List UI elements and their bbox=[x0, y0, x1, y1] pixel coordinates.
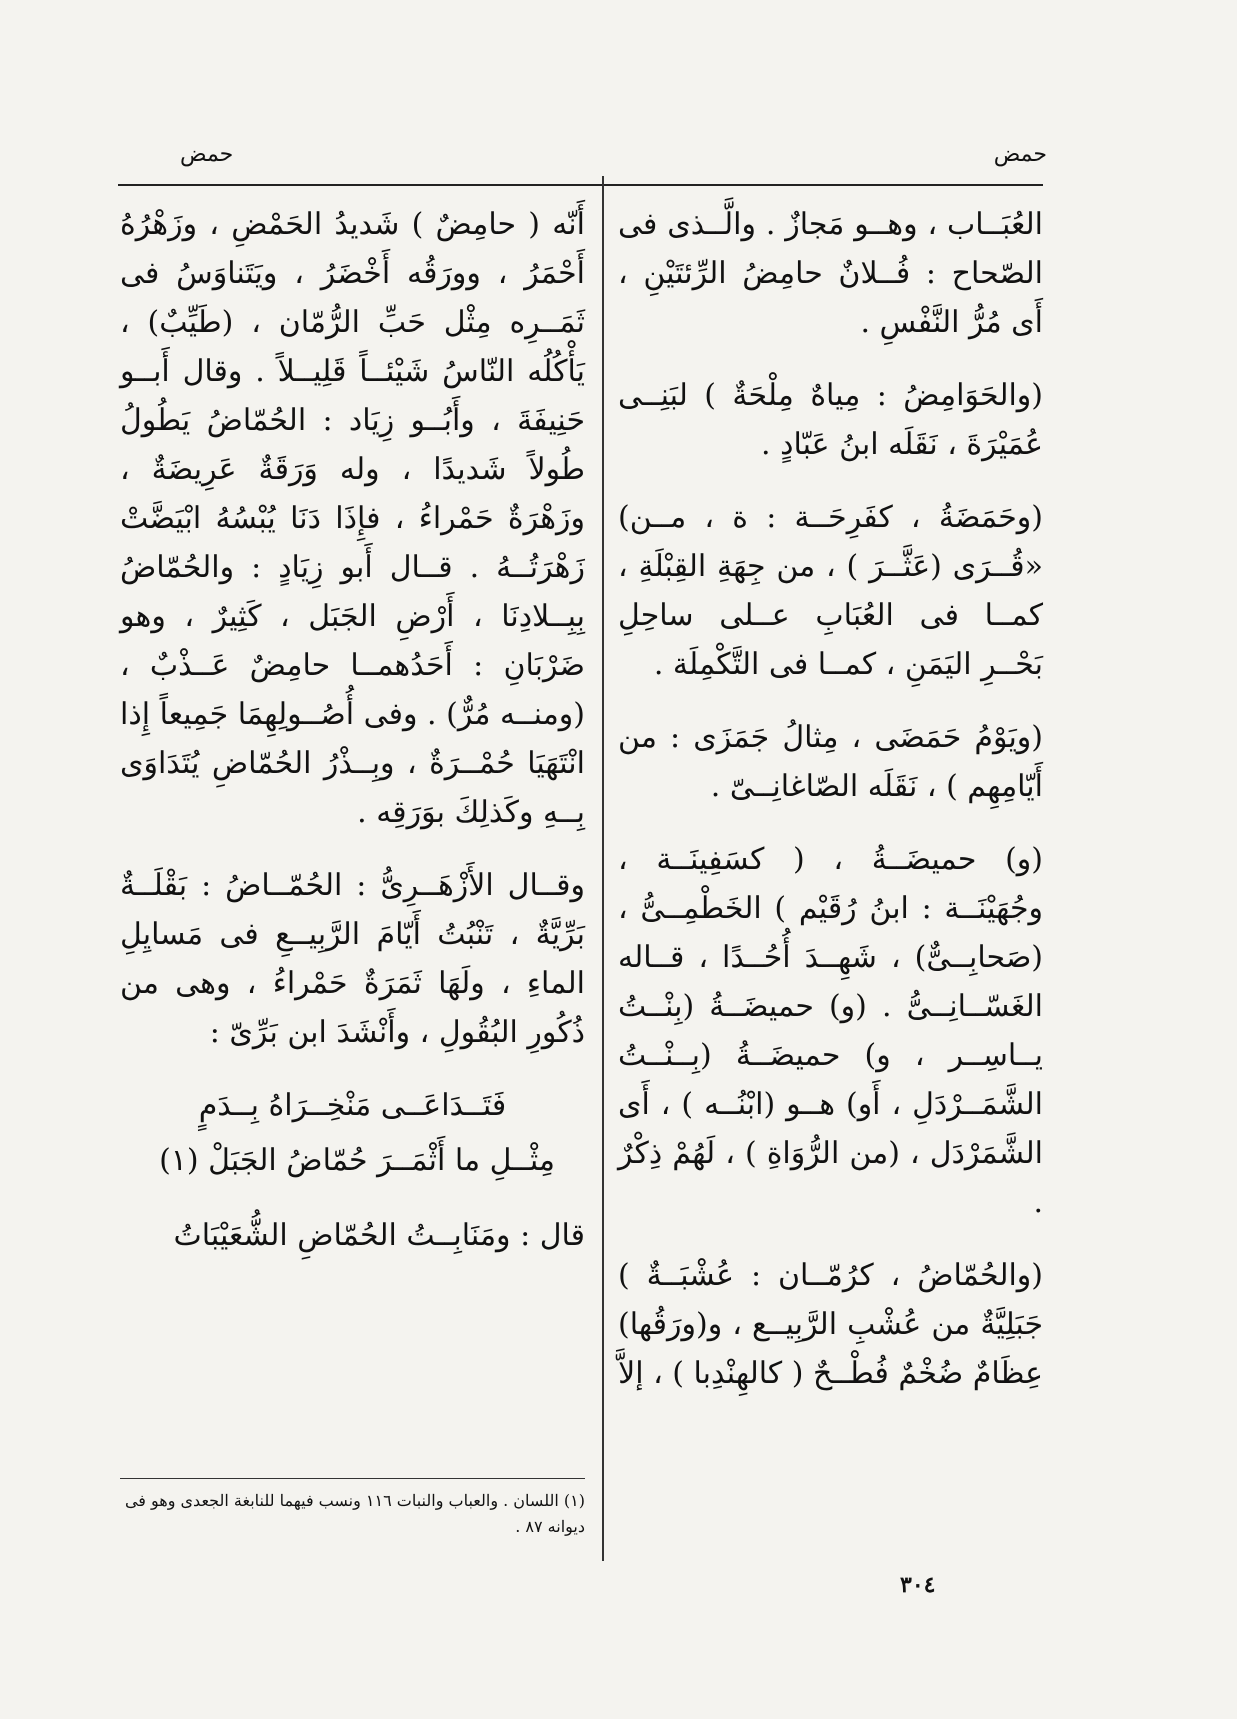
right-paragraph-1: العُبَــاب ، وهــو مَجازٌ . والَّــذى فى الصّحاح : فُــلانٌ حامِضُ الرِّئتَيْنِ ، أَى مُرُّ النَّفْسِ . bbox=[618, 207, 1043, 340]
page-number: ٣٠٤ bbox=[900, 1572, 936, 1598]
right-paragraph-3: (وحَمَضَةُ ، كفَرِحَــة : ة ، مــن) «قُــرَى (عَثَّــرَ ) ، من جِهَةِ القِبْلَةِ ، كمــا فى العُبَابِ عــلى ساحِلِ بَحْــرِ اليَمَنِ ، كمــا فى التَّكْمِلَة . bbox=[618, 500, 1043, 682]
running-head-left: حمض bbox=[180, 142, 234, 167]
footnote: (١) اللسان . والعباب والنبات ١١٦ ونسب فيهما للنابغة الجعدى وهو فى ديوانه ٨٧ . bbox=[124, 1491, 585, 1536]
left-paragraph-1: أَنّه ( حامِضٌ ) شَديدُ الحَمْضِ ، وزَهْرُهُ أَحْمَرُ ، وورَقُه أَخْضَرُ ، ويَتَناوَسُ فى ثَمَــرِه مِثْل حَبِّ الرُّمّان ، (طَيِّبٌ) ، يَأْكُلُه النّاسُ شَيْئــاً قَلِيــلاً . وقال أَبــو حَنِيفَةَ ، وأَبُــو زِيَاد : الحُمّاضُ يَطُولُ طُولاً شَديدًا ، وله وَرَقَةٌ عَرِيضَةٌ ، وزَهْرَةٌ حَمْراءُ ، فإِذَا دَنَا يُبْسُهُ ابْيَضَّتْ زَهْرَتُــهُ . قــال أَبو زِيَادٍ : والحُمّاضُ بِبِــلادِنَا ، أَرْضِ الجَبَل ، كَثِيرٌ ، وهو ضَرْبَانِ : أَحَدُهمــا حامِضٌ عَــذْبٌ ، (ومنــه مُرٌّ) . وفى أُصُــولِهِمَا جَمِيعاً إِذا انْتَهَيَا حُمْــرَةٌ ، وبِــذْرُ الحُمّاضِ يُتَدَاوَى بِــهِ وكَذلِكَ بوَرَقِه . bbox=[120, 207, 585, 830]
right-paragraph-6: (والحُمّاضُ ، كرُمّــان : عُشْبَــةٌ ) جَبَلِيَّةٌ من عُشْبِ الرَّبِيــع ، و(ورَقُها) عِظَامٌ ضُخْمٌ فُطْــحٌ ( كالهِنْدِبا ) ، إلاَّ bbox=[618, 1258, 1043, 1391]
left-paragraph-2: وقــال الأَزْهَــرِىُّ : الحُمّــاضُ : بَقْلَــةٌ بَرِّيَّةٌ ، تَنْبُتُ أَيّامَ الرَّبِيــعِ فى مَسايِلِ الماءِ ، ولَهَا ثَمَرَةٌ حَمْراءُ ، وهى من ذُكُورِ البُقُولِ ، وأَنْشَدَ ابن بَرِّىّ : bbox=[120, 868, 585, 1050]
verse-line-2: مِثْــلِ ما أَثْمَــرَ حُمّاضُ الجَبَلْ (١) bbox=[159, 1143, 555, 1178]
left-column bbox=[120, 200, 585, 1284]
right-paragraph-4: (ويَوْمُ حَمَضَى ، مِثالُ جَمَزَى : من أَيّامِهِم ) ، نَقَلَه الصّاغانِــىّ . bbox=[618, 720, 1043, 804]
running-head-right: حمض bbox=[993, 142, 1047, 167]
column-divider bbox=[602, 176, 604, 1561]
right-column bbox=[618, 200, 1043, 1422]
left-last-line: قال : ومَنَابِــتُ الحُمّاضِ الشُّعَيْبَاتُ bbox=[173, 1218, 585, 1253]
right-paragraph-5: (و) حميضَــةُ ، ( كسَفِينَــة ، وجُهَيْنَــة : ابنُ رُقَيْم ) الخَطْمِــىُّ ، (صَحابِــىٌّ) ، شَهِــدَ أُحُــدًا ، قــاله الغَسّــانِــىُّ . (و) حميضَــةُ (بِنْــتُ يــاسِــر ، و) حميضَــةُ (بِــنْــتُ الشَّمَــرْدَلِ ، أَو) هــو (ابْنُــه ) ، أَى الشَّمَرْدَل ، (من الرُّوَاةِ ) ، لَهُمْ ذِكْرٌ . bbox=[618, 842, 1043, 1220]
right-paragraph-2: (والحَوَامِضُ : مِياهٌ مِلْحَةٌ ) لبَنِــى عُمَيْرَةَ ، نَقَلَه ابنُ عَبّادٍ . bbox=[618, 378, 1043, 462]
footnote-rule bbox=[120, 1478, 585, 1479]
verse-line-1: فَتَــدَاعَــى مَنْخِــرَاهُ بِــدَمٍ bbox=[198, 1088, 507, 1123]
header-rule bbox=[118, 184, 1043, 186]
